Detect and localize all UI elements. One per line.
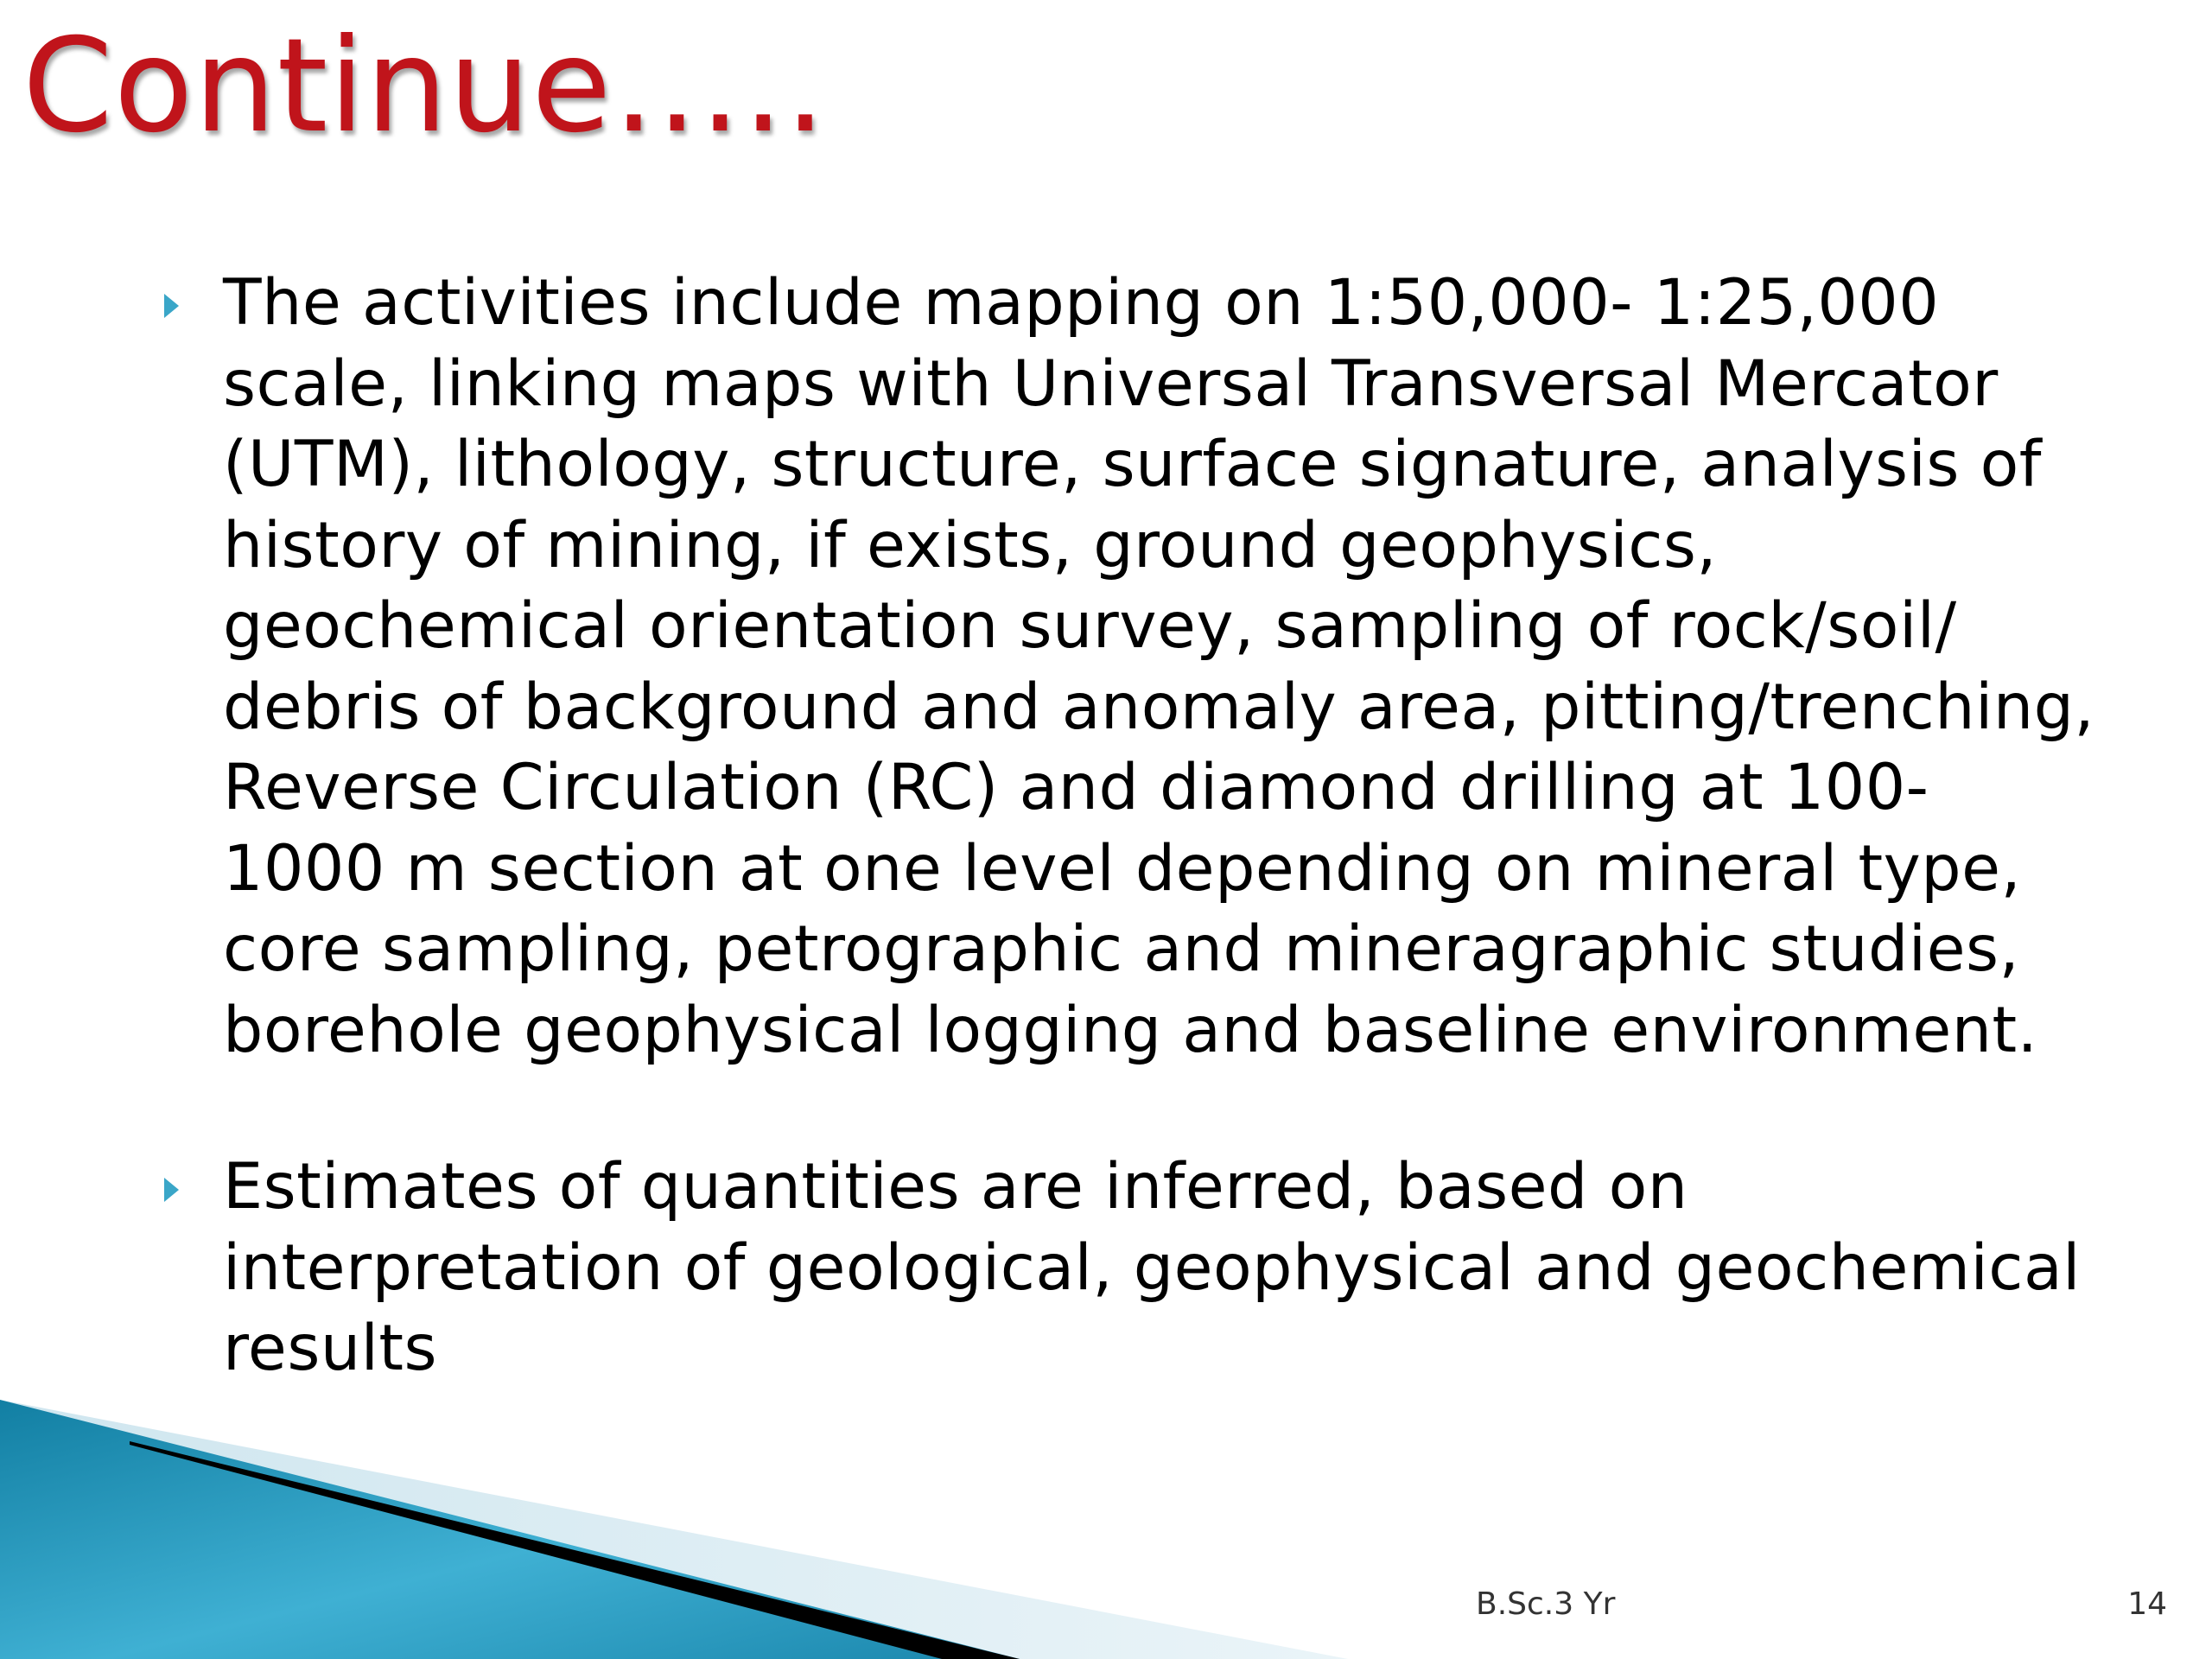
triangle-right-icon	[164, 294, 179, 318]
bullet-text: Estimates of quantities are inferred, based on interpretation of geological, geophysical and geochemical results	[223, 1150, 2081, 1385]
bullet-text: The activities include mapping on 1:50,000- 1:25,000 scale, linking maps with Universal Transversal Mercator (UTM), lithology, structure, surface signature, analysis of history of mining, if exists, ground geophysics, geochemical orientation survey, sampling of rock/soil/ debris of background and anomaly area, pitting/trenching, Reverse Circulation (RC) and diamond drilling at 100- 1000 m section at one level depending on mineral type, core sampling, petrographic and mineragraphic studies, borehole geophysical logging and baseline environment.	[223, 266, 2095, 1067]
bullet-item-activities	[223, 263, 2107, 1071]
bullet-list	[223, 263, 2107, 1389]
bullet-item-estimates	[223, 1147, 2107, 1389]
footer-course-label: B.Sc.3 Yr	[1476, 1586, 1616, 1622]
teal-wedge	[0, 1400, 1020, 1659]
triangle-right-icon	[164, 1178, 179, 1202]
slide-page-number: 14	[2127, 1586, 2167, 1622]
slide-title: Continue…..	[22, 11, 827, 162]
